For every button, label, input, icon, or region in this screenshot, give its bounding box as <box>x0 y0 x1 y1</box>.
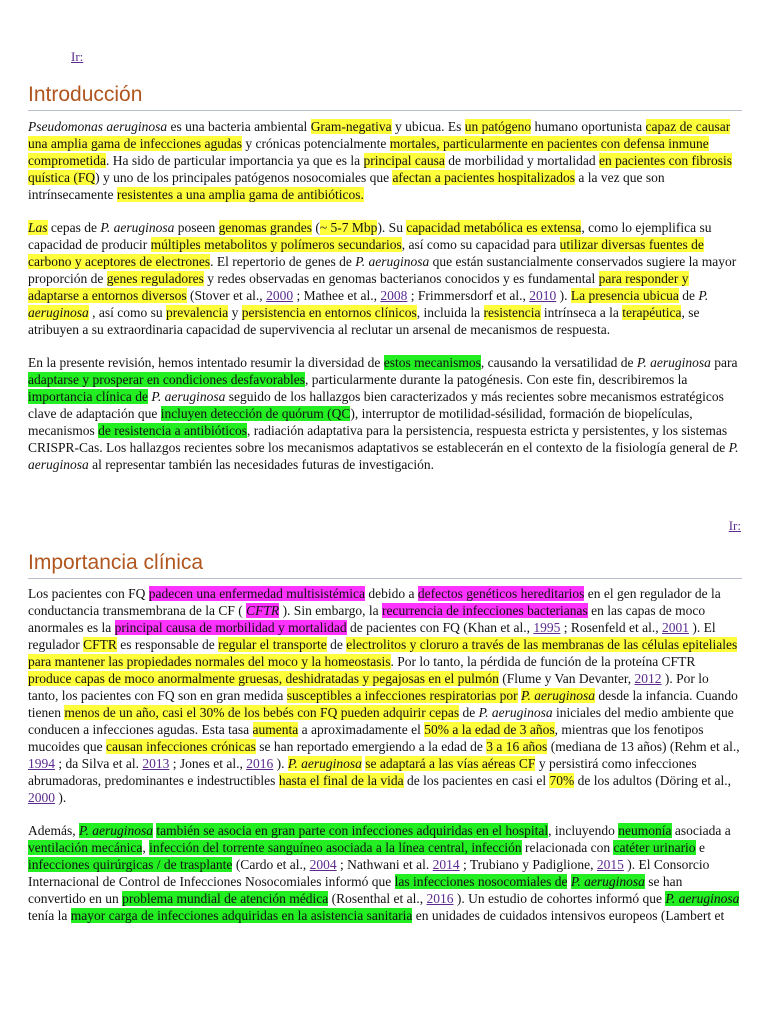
text-run: P. <box>698 288 709 303</box>
text-run: (Flume y Van Devanter, <box>498 671 635 686</box>
highlighted-text: capacidad metabólica es extensa <box>406 220 582 235</box>
text-run: . Ha sido de particular importancia ya que es la <box>105 153 364 168</box>
highlighted-text: menos de un año, casi el 30% de los bebés con FQ pueden adquirir cepas <box>64 705 460 720</box>
highlighted-text: principal causa <box>363 153 445 168</box>
citation-year-link[interactable]: 1995 <box>533 620 561 635</box>
highlighted-text: las infecciones nosocomiales de <box>394 874 568 889</box>
citation-year-link[interactable]: 2010 <box>529 288 557 303</box>
text-run: poseen <box>174 220 219 235</box>
text-run: asociada a <box>671 823 731 838</box>
text-run: (mediana de 13 años) (Rehm et al., <box>547 739 740 754</box>
text-run: ; Mathee et al., <box>293 288 381 303</box>
highlighted-text: Las <box>28 220 48 235</box>
highlighted-text: P. aeruginosa <box>79 823 154 838</box>
paragraph <box>28 585 742 806</box>
text-run: ). El regulador <box>28 620 716 652</box>
text-run: de <box>326 637 347 652</box>
highlighted-text: de resistencia a antibióticos <box>98 423 247 438</box>
text-run: en el gen regulador de la conductancia transmembrana de la CF ( <box>28 586 721 618</box>
highlighted-text: regular el transporte <box>218 637 327 652</box>
highlighted-text: importancia clínica de <box>28 389 148 404</box>
text-run: humano oportunista <box>531 119 646 134</box>
text-run: , mientras que los fenotipos mucoides que <box>28 722 704 754</box>
highlighted-text: P. aeruginosa <box>665 891 740 906</box>
highlighted-text: un patógeno <box>464 119 532 134</box>
highlighted-text: 3 a 16 años <box>486 739 548 754</box>
highlighted-text: P. aeruginosa <box>570 874 645 889</box>
citation-year-link[interactable]: 2015 <box>596 857 624 872</box>
citation-year-link[interactable]: 2008 <box>380 288 408 303</box>
text-run: Además, <box>28 823 79 838</box>
text-run: cepas de <box>47 220 101 235</box>
citation-year-link[interactable]: 1994 <box>28 756 55 771</box>
text-run: , así como su <box>88 305 166 320</box>
text-run: . El repertorio de genes de <box>210 254 356 269</box>
text-run: se han reportado emergiendo a la edad de <box>255 739 487 754</box>
text-run: y crónicas potencialmente <box>242 136 390 151</box>
text-run: para <box>710 355 738 370</box>
highlighted-text: infecciones quirúrgicas / de trasplante <box>28 857 233 872</box>
highlighted-text: produce capas de moco anormalmente gruesas, deshidratadas y pegajosas en el pulmón <box>28 671 499 686</box>
text-run: , radiación adaptativa para la persistencia, respuesta estricta y persistentes, y los sistemas CRISPR-Cas. Los hallazgos recientes sobre los mecanismos adaptativos se establecerán en el contexto de la fisiología general de <box>28 423 729 455</box>
citation-year-link[interactable]: 2016 <box>246 756 274 771</box>
text-run: en unidades de cuidados intensivos europeos (Lambert et <box>412 908 725 923</box>
text-run: ; Rosenfeld et al., <box>560 620 662 635</box>
citation-year-link[interactable]: 2016 <box>426 891 454 906</box>
highlighted-text: electrolitos y cloruro a través de las membranas de las células epiteliales para mantener las propiedades normales del moco y la homeostasis <box>28 637 738 669</box>
highlighted-text: 50% a la edad de 3 años <box>424 722 555 737</box>
highlighted-text: afectan a pacientes hospitalizados <box>392 170 575 185</box>
text-run: se han convertido en un <box>28 874 683 906</box>
highlighted-text: padecen una enfermedad multisistémica <box>148 586 366 601</box>
text-run: de morbilidad y mortalidad <box>444 153 599 168</box>
highlighted-text: neumonía <box>618 823 672 838</box>
highlighted-text: 70% <box>549 773 575 788</box>
text-run: (Stover et al., <box>186 288 267 303</box>
highlighted-text: capaz de causar una amplia gama de infecciones agudas <box>28 119 731 151</box>
highlighted-text: catéter urinario <box>613 840 696 855</box>
highlighted-text: resistencia <box>483 305 541 320</box>
text-run: es una bacteria ambiental <box>167 119 311 134</box>
citation-year-link[interactable]: 2012 <box>634 671 662 686</box>
text-run: ; da Silva et al. <box>55 756 143 771</box>
text-run: ; Nathwani et al. <box>336 857 433 872</box>
heading-clinical-importance: Importancia clínica <box>28 550 742 579</box>
highlighted-text: mortales, particularmente en pacientes con defensa inmune comprometida <box>28 136 709 168</box>
text-run: seguido de los hallazgos bien caracterizados y más recientes sobre mecanismos estratégicos clave de adaptación que <box>28 389 724 421</box>
highlighted-text: para responder y adaptarse a entornos diversos <box>28 271 689 303</box>
text-run: tenía la <box>28 908 71 923</box>
text-run: , incluida la <box>416 305 484 320</box>
highlighted-text: genomas grandes <box>218 220 312 235</box>
text-run: a aproximadamente el <box>298 722 425 737</box>
highlighted-text: causan infecciones crónicas <box>105 739 256 754</box>
text-run: P. aeruginosa <box>100 220 175 235</box>
citation-year-link[interactable]: 2014 <box>432 857 460 872</box>
text-run: de <box>459 705 479 720</box>
highlighted-text: utilizar diversas fuentes de carbono y aceptores de electrones <box>28 237 704 269</box>
text-run: de pacientes con FQ (Khan et al., <box>346 620 534 635</box>
text-run: en las capas de moco anormales es la <box>28 603 706 635</box>
text-run: de los adultos (Döring et al., <box>574 773 731 788</box>
text-run: que están sustancialmente conservados sugiere la mayor proporción de <box>28 254 737 286</box>
highlighted-text: CFTR <box>83 637 117 652</box>
text-run: debido a <box>365 586 418 601</box>
text-run: , se atribuyen a su extraordinaria capacidad de supervivencia al reclutar un arsenal de mecanismos de respuesta. <box>28 305 700 337</box>
citation-year-link[interactable]: 2013 <box>142 756 170 771</box>
highlighted-text: P. aeruginosa <box>287 756 362 771</box>
highlighted-text: también se asocia en gran parte con infecciones adquiridas en el hospital <box>156 823 549 838</box>
text-run: ; Trubiano y Padiglione, <box>459 857 597 872</box>
highlighted-text: ~ 5-7 Mbp <box>319 220 378 235</box>
section-clinical-importance <box>28 585 742 940</box>
text-run: ; Frimmersdorf et al., <box>407 288 530 303</box>
citation-year-link[interactable]: 2000 <box>28 790 55 805</box>
highlighted-text: en pacientes con fibrosis quística (FQ <box>28 153 733 185</box>
highlighted-text: aeruginosa <box>28 305 89 320</box>
highlighted-text: susceptibles a infecciones respiratorias por <box>286 688 518 703</box>
citation-year-link[interactable]: 2004 <box>309 857 337 872</box>
highlighted-text: múltiples metabolitos y polímeros secundarios <box>150 237 402 252</box>
highlighted-text: problema mundial de atención médica <box>122 891 329 906</box>
text-run: desde la infancia. Cuando tienen <box>28 688 738 720</box>
citation-year-link[interactable]: 2001 <box>661 620 689 635</box>
highlighted-text: se adaptará a las vías aéreas CF <box>365 756 536 771</box>
highlighted-text: Gram-negativa <box>310 119 392 134</box>
text-run: ) y uno de los principales patógenos nosocomiales que <box>95 170 393 185</box>
text-run: En la presente revisión, hemos intentado resumir la diversidad de <box>28 355 384 370</box>
text-run: es responsable de <box>116 637 219 652</box>
section-introduction <box>28 118 742 489</box>
heading-introduction: Introducción <box>28 82 742 111</box>
text-run: P. aeruginosa <box>151 389 226 404</box>
text-run: ; Jones et al., <box>169 756 247 771</box>
highlighted-text: infección del torrente sanguíneo asociada a la línea central, infección <box>149 840 522 855</box>
text-run: y <box>228 305 242 320</box>
goto-link-top[interactable]: Ir: <box>71 49 84 64</box>
goto-link-section[interactable]: Ir: <box>728 518 741 533</box>
text-run: Los pacientes con FQ <box>28 586 149 601</box>
text-run: ). Sin embargo, la <box>279 603 383 618</box>
highlighted-text: P. aeruginosa <box>521 688 596 703</box>
text-run: , particularmente durante la patogénesis. Con este fin, describiremos la <box>305 372 688 387</box>
highlighted-text: estos mecanismos <box>383 355 481 370</box>
text-run: (Rosenthal et al., <box>328 891 427 906</box>
highlighted-text: ventilación mecánica <box>28 840 143 855</box>
text-run: ). El Consorcio Internacional de Control de Infecciones Nosocomiales informó que <box>28 857 710 889</box>
highlighted-text: persistencia en entornos clínicos <box>241 305 417 320</box>
text-run: ). <box>556 288 571 303</box>
highlighted-text: hasta el final de la vida <box>278 773 404 788</box>
text-run: , <box>142 840 150 855</box>
text-run: ). <box>273 756 288 771</box>
text-run: ), interruptor de motilidad-sésilidad, formación de biopelículas, mecanismos <box>28 406 693 438</box>
text-run: ). Un estudio de cohortes informó que <box>453 891 666 906</box>
text-run: relacionada con <box>521 840 614 855</box>
text-run: P. aeruginosa <box>28 440 739 472</box>
highlighted-text: principal causa de morbilidad y mortalidad <box>114 620 347 635</box>
highlighted-text: incluyen detección de quórum (QC <box>160 406 351 421</box>
highlighted-text: prevalencia <box>166 305 229 320</box>
text-run: , así como su capacidad para <box>401 237 560 252</box>
text-run: Pseudomonas aeruginosa <box>28 119 168 134</box>
highlighted-text: aumenta <box>252 722 299 737</box>
paragraph <box>28 354 742 473</box>
text-run: P. aeruginosa <box>636 355 711 370</box>
highlighted-text: resistentes a una amplia gama de antibióticos. <box>116 187 364 202</box>
text-run: e <box>695 840 705 855</box>
citation-year-link[interactable]: 2000 <box>266 288 294 303</box>
highlighted-text: recurrencia de infecciones bacterianas <box>382 603 588 618</box>
text-run: intrínseca a la <box>540 305 623 320</box>
text-run: . Por lo tanto, la pérdida de función de la proteína CFTR <box>390 654 696 669</box>
text-run: ( <box>312 220 320 235</box>
text-run: a la vez que son intrínsecamente <box>28 170 665 202</box>
text-run: iniciales del medio ambiente que conducen a infecciones agudas. Esta tasa <box>28 705 734 737</box>
text-run: y ubicua. Es <box>391 119 465 134</box>
text-run: (Cardo et al., <box>232 857 310 872</box>
text-run: ). Su <box>377 220 407 235</box>
text-run: y redes observadas en genomas bacterianos conocidos y es fundamental <box>203 271 599 286</box>
text-run: , como lo ejemplifica su capacidad de producir <box>28 220 712 252</box>
highlighted-text: adaptarse y prosperar en condiciones desfavorables <box>28 372 306 387</box>
text-run: , incluyendo <box>548 823 619 838</box>
text-run: ). Por lo tanto, los pacientes con FQ son en gran medida <box>28 671 709 703</box>
text-run: de los pacientes en casi el <box>403 773 550 788</box>
text-run: P. aeruginosa <box>355 254 430 269</box>
paragraph <box>28 118 742 203</box>
text-run: de <box>678 288 699 303</box>
paragraph <box>28 822 742 924</box>
text-run: , causando la versatilidad de <box>480 355 637 370</box>
text-run: y persistirá como infecciones abrumadoras, predominantes e indestructibles <box>28 756 697 788</box>
text-run: al representar también las necesidades futuras de investigación. <box>88 457 434 472</box>
highlighted-text: CFTR <box>246 603 280 618</box>
highlighted-text: terapéutica <box>622 305 682 320</box>
text-run: P. aeruginosa <box>478 705 553 720</box>
highlighted-text: genes reguladores <box>106 271 204 286</box>
highlighted-text: La presencia ubicua <box>570 288 679 303</box>
highlighted-text: mayor carga de infecciones adquiridas en la asistencia sanitaria <box>70 908 413 923</box>
highlighted-text: defectos genéticos hereditarios <box>417 586 585 601</box>
paragraph <box>28 219 742 338</box>
text-run: ). <box>55 790 67 805</box>
